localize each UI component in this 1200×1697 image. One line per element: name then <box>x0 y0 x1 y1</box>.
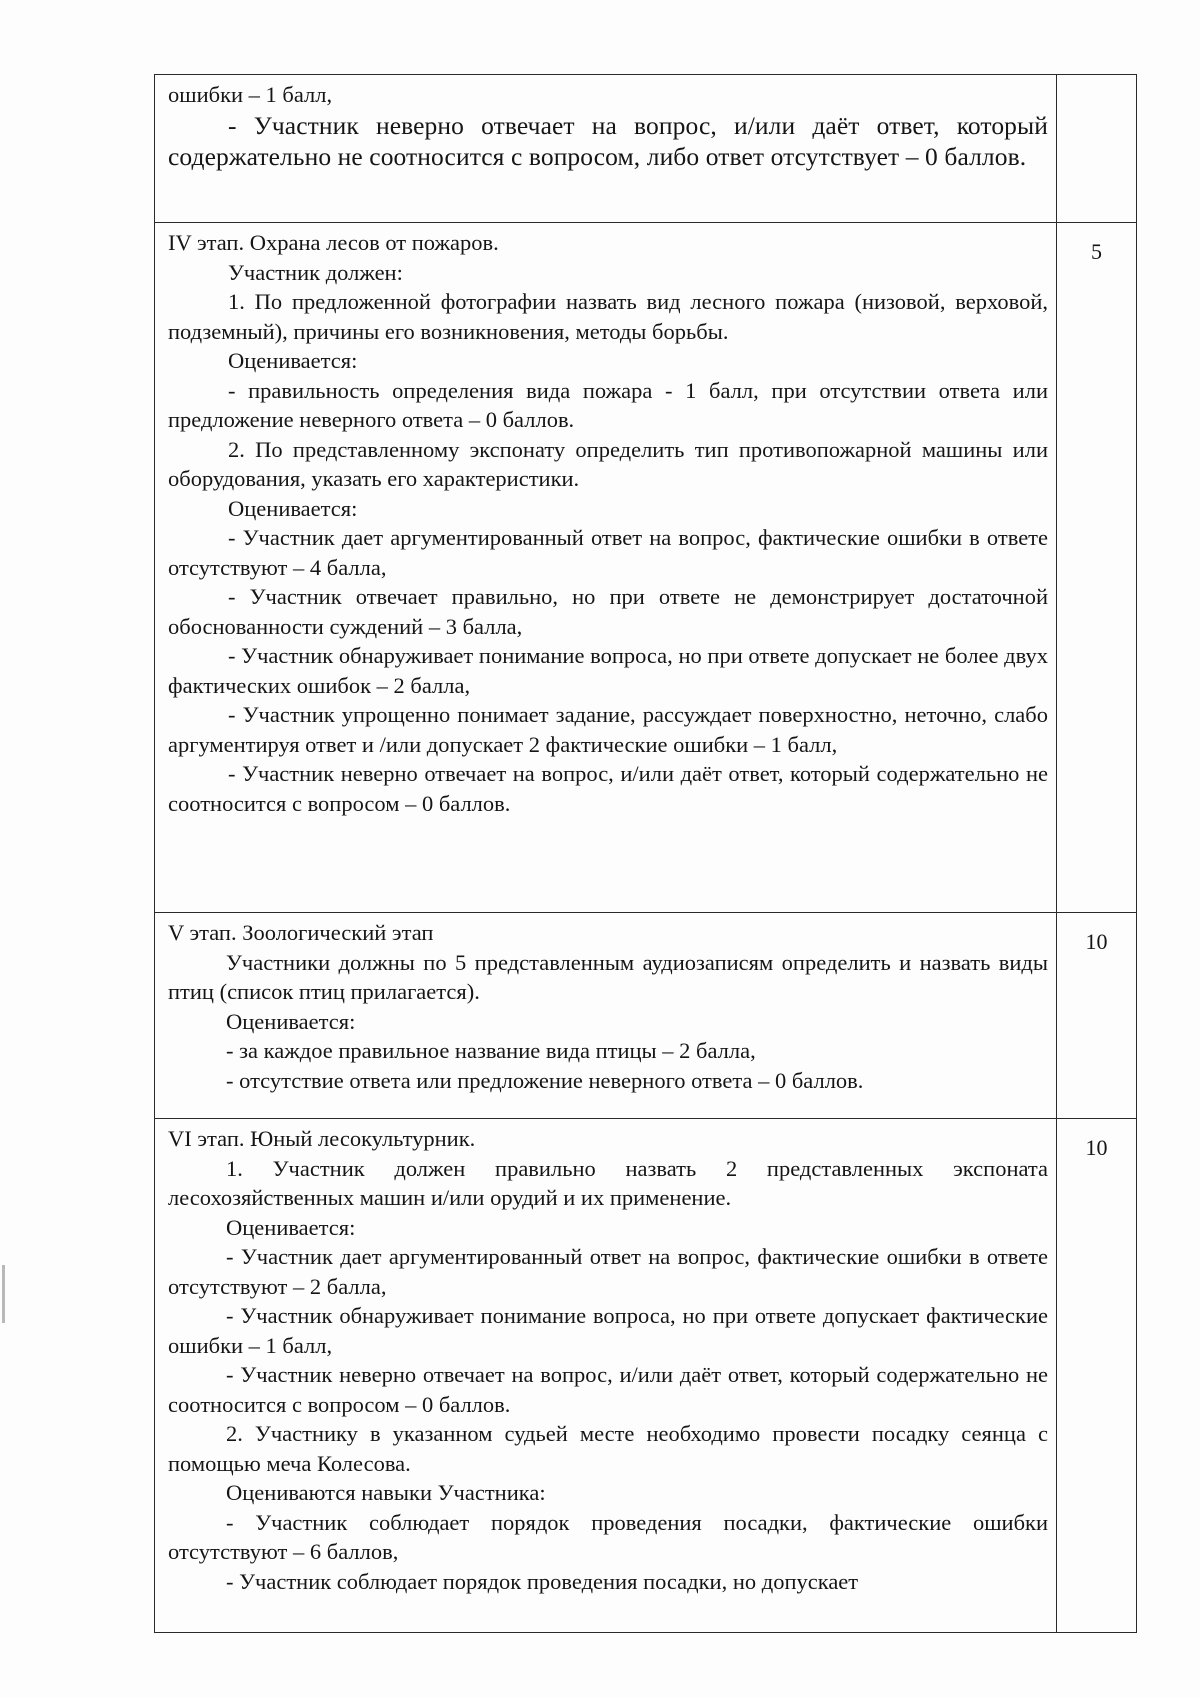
text-line: - Участник дает аргументированный ответ на вопрос, фактические ошибки в ответе отсутствуют – 2 балла, <box>168 1244 1048 1299</box>
text-line: - Участник неверно отвечает на вопрос, и/или даёт ответ, который содержательно не соотносится с вопросом – 0 баллов. <box>168 761 1048 816</box>
stage-title: V этап. Зоологический этап <box>168 920 434 945</box>
text-line: Оценивается: <box>228 348 358 373</box>
text-line: Оценивается: <box>226 1214 356 1240</box>
criteria-cell <box>155 223 1057 913</box>
text-line: Оцениваются навыки Участника: <box>226 1480 546 1505</box>
text-line: - Участник дает аргументированный ответ на вопрос, фактические ошибки в ответе отсутствуют – 4 балла, <box>168 525 1048 580</box>
text-line: - Участник отвечает правильно, но при ответе не демонстрирует достаточной обоснованности суждений – 3 балла, <box>168 584 1048 639</box>
text-line: 2. Участнику в указанном судьей месте необходимо провести посадку сеянца с помощью меча Колесова. <box>168 1421 1048 1476</box>
text-line: - Участник соблюдает порядок проведения посадки, фактические ошибки отсутствуют – 6 баллов, <box>168 1509 1048 1564</box>
text-line: - Участник обнаруживает понимание вопроса, но при ответе допускает не более двух фактических ошибок – 2 балла, <box>168 643 1048 698</box>
text-line: - Участник соблюдает порядок проведения посадки, но допускает <box>226 1568 859 1594</box>
text-line: 1. По предложенной фотографии назвать вид лесного пожара (низовой, верховой, подземный), причины его возникновения, методы борьбы. <box>168 289 1048 344</box>
text-line: Оценивается: <box>226 1008 356 1034</box>
table-row <box>155 1119 1137 1633</box>
text-line: 1. Участник должен правильно назвать 2 представленных экспоната лесохозяйственных машин и/или орудий и их применение. <box>168 1155 1048 1210</box>
score-cell <box>1057 75 1137 223</box>
score-cell: 10 <box>1057 1119 1137 1633</box>
criteria-cell <box>155 913 1057 1119</box>
text-line: ошибки – 1 балл, <box>168 82 333 107</box>
stage-title: VI этап. Юный лесокультурник. <box>168 1126 476 1151</box>
text-line: Участники должны по 5 представленным аудиозаписям определить и назвать виды птиц (список птиц прилагается). <box>168 949 1048 1004</box>
text-line: - Участник упрощенно понимает задание, рассуждает поверхностно, неточно, слабо аргументируя ответ и /или допускает 2 фактические ошибки – 1 балл, <box>168 702 1048 757</box>
text-line: Участник должен: <box>228 259 403 285</box>
text-line: - правильность определения вида пожара - 1 балл, при отсутствии ответа или предложение неверного ответа – 0 баллов. <box>168 377 1048 432</box>
text-line: - Участник неверно отвечает на вопрос, и/или даёт ответ, который содержательно не соотносится с вопросом, либо ответ отсутствует – 0 баллов. <box>168 110 1048 171</box>
score-cell: 5 <box>1057 223 1137 913</box>
stage-title: IV этап. Охрана лесов от пожаров. <box>168 230 499 255</box>
scoring-table <box>154 74 1137 1633</box>
criteria-cell <box>155 1119 1057 1633</box>
table-row <box>155 223 1137 913</box>
text-line: - Участник обнаруживает понимание вопроса, но при ответе допускает фактические ошибки – 1 балл, <box>168 1303 1048 1358</box>
scan-margin-mark <box>2 1265 5 1323</box>
criteria-cell <box>155 75 1057 223</box>
score-cell: 10 <box>1057 913 1137 1119</box>
text-line: 2. По представленному экспонату определить тип противопожарной машины или оборудования, указать его характеристики. <box>168 436 1048 491</box>
table-row <box>155 75 1137 223</box>
text-line: Оценивается: <box>228 495 358 521</box>
text-line: - за каждое правильное название вида птицы – 2 балла, <box>226 1038 756 1063</box>
text-line: - Участник неверно отвечает на вопрос, и/или даёт ответ, который содержательно не соотносится с вопросом – 0 баллов. <box>168 1362 1048 1417</box>
table-row <box>155 913 1137 1119</box>
text-line: - отсутствие ответа или предложение неверного ответа – 0 баллов. <box>226 1067 864 1093</box>
